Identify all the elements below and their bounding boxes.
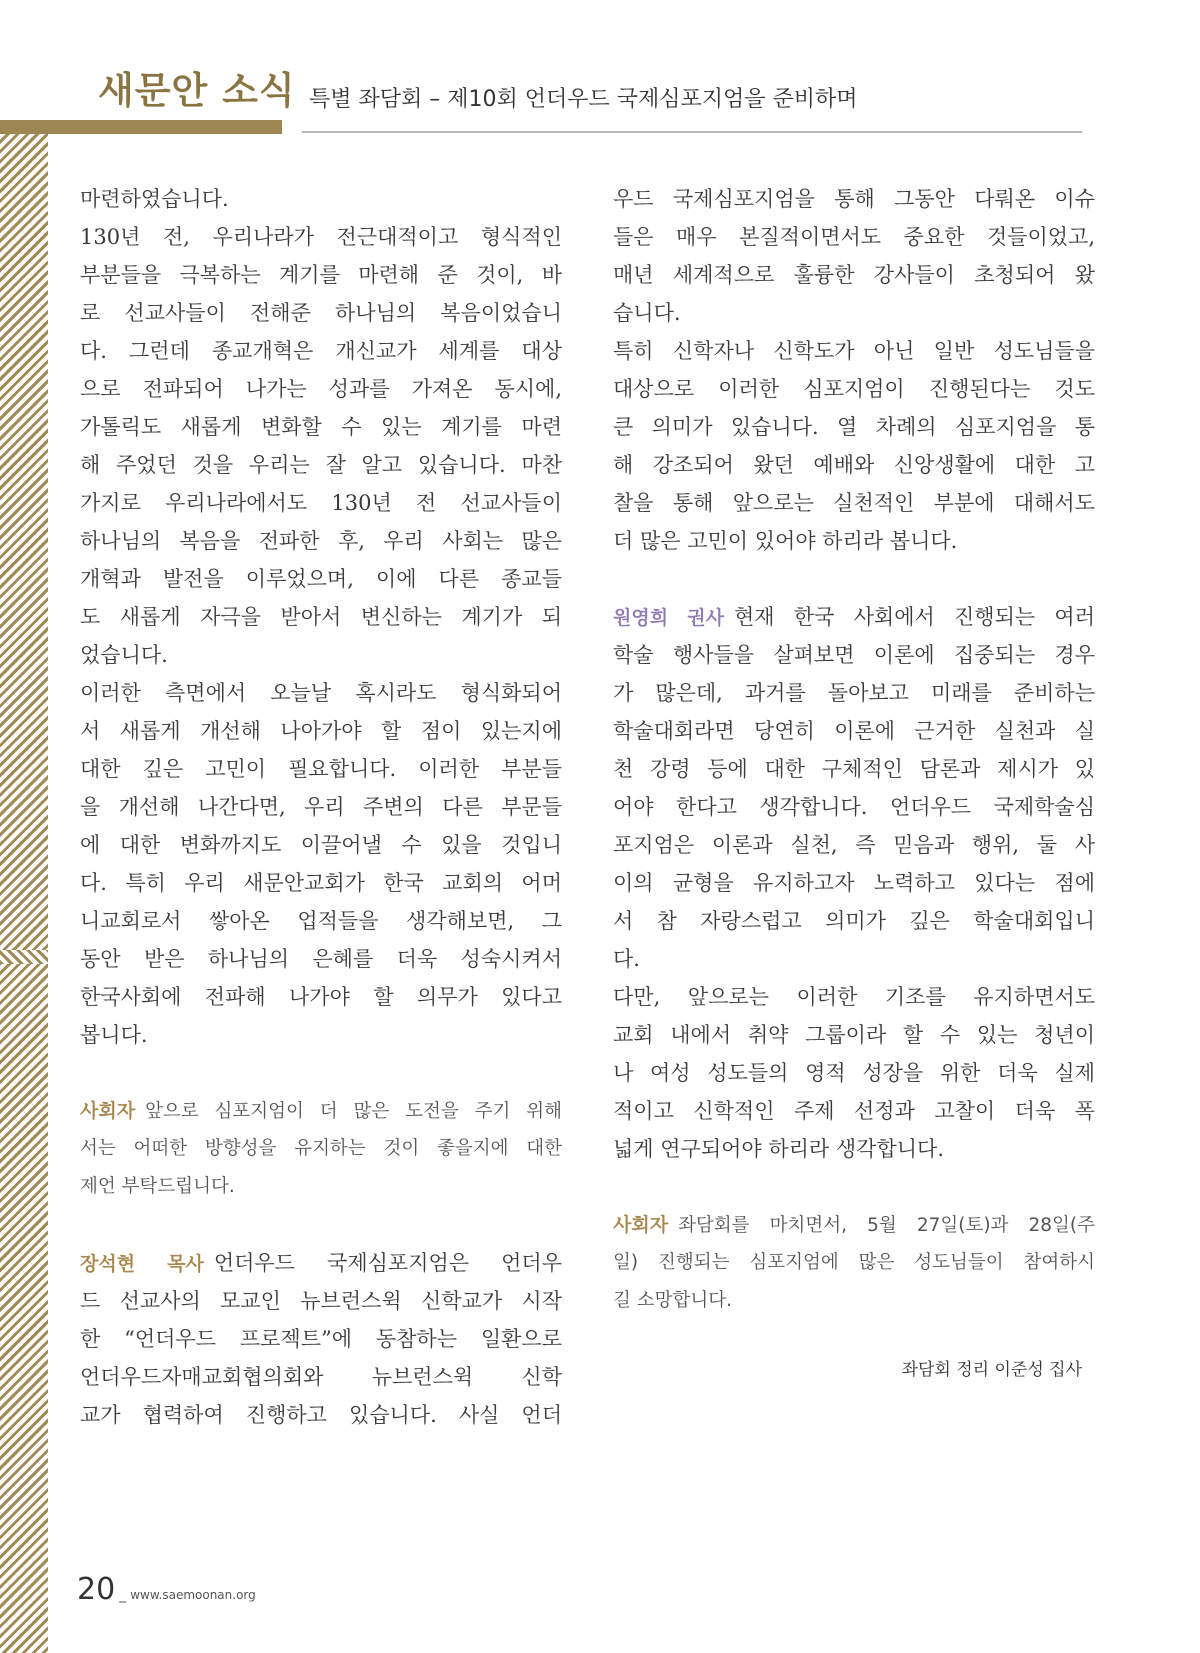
text-line: 우드 국제심포지엄을 통해 그동안 다뤄온 이슈 — [613, 187, 1095, 211]
paragraph-spacer — [613, 1168, 1095, 1206]
text-line: 교가 협력하여 진행하고 있습니다. 사실 언더 — [80, 1403, 562, 1427]
text-line: 다. — [613, 947, 640, 971]
moderator-closing — [613, 1206, 1095, 1320]
text-line: 어야 한다고 생각합니다. 언더우드 국제학술심 — [613, 795, 1095, 819]
text-line: 큰 의미가 있습니다. 열 차례의 심포지엄을 통 — [613, 415, 1095, 439]
text-line: 대상으로 이러한 심포지엄이 진행된다는 것도 — [613, 377, 1095, 401]
site-url: www.saemoonan.org — [130, 1588, 256, 1602]
text-line: 하나님의 복음을 전파한 후, 우리 사회는 많은 — [80, 529, 562, 553]
text-line: 해 강조되어 왔던 예배와 신앙생활에 대한 고 — [613, 453, 1095, 477]
text-line: 130년 전, 우리나라가 전근대적이고 형식적인 — [80, 225, 562, 249]
speaker-text: 앞으로 심포지엄이 더 많은 도전을 주기 위해 — [145, 1101, 562, 1122]
text-line: 들은 매우 본질적이면서도 중요한 것들이었고, — [613, 225, 1095, 249]
speaker-label: 사회자 — [80, 1100, 136, 1122]
paragraph-spacer — [80, 1206, 562, 1244]
header-divider — [302, 131, 1082, 133]
decorative-stripe-border — [0, 120, 48, 1653]
text-line: 제언 부탁드립니다. — [80, 1176, 235, 1197]
text-line: 적이고 신학적인 주제 선정과 고찰이 더욱 폭 — [613, 1099, 1095, 1123]
article-title: 특별 좌담회 – 제10회 언더우드 국제심포지엄을 준비하며 — [309, 87, 858, 112]
decorative-stripe-notch — [0, 950, 48, 964]
speaker-label: 장석현 목사 — [80, 1253, 204, 1275]
text-line — [80, 1092, 562, 1130]
text-line: 드 선교사의 모교인 뉴브런스윅 신학교가 시작 — [80, 1289, 562, 1313]
right-paragraph-1 — [613, 180, 1095, 560]
speaker-label: 사회자 — [613, 1214, 669, 1236]
text-line: 가톨릭도 새롭게 변화할 수 있는 계기를 마련 — [80, 415, 562, 439]
text-line: 매년 세계적으로 훌륭한 강사들이 초청되어 왔 — [613, 263, 1095, 287]
text-line: 가지로 우리나라에서도 130년 전 선교사들이 — [80, 491, 562, 515]
header-accent-bar — [0, 120, 282, 134]
text-line: 동안 받은 하나님의 은혜를 더욱 성숙시켜서 — [80, 947, 562, 971]
text-line: 이의 균형을 유지하고자 노력하고 있다는 점에 — [613, 871, 1095, 895]
text-line: 가 많은데, 과거를 돌아보고 미래를 준비하는 — [613, 681, 1095, 705]
moderator-question-1 — [80, 1092, 562, 1206]
speaker-text: 현재 한국 사회에서 진행되는 여러 — [733, 605, 1095, 629]
text-line: 특히 신학자나 신학도가 아닌 일반 성도님들을 — [613, 339, 1095, 363]
text-line: 찰을 통해 앞으로는 실천적인 부분에 대해서도 — [613, 491, 1095, 515]
text-line: 서 참 자랑스럽고 의미가 깊은 학술대회입니 — [613, 909, 1095, 933]
right-column — [613, 180, 1095, 1320]
text-line: 에 대한 변화까지도 이끌어낼 수 있을 것입니 — [80, 833, 562, 857]
text-line — [613, 598, 1095, 636]
text-line — [613, 1206, 1095, 1244]
text-line: 더 많은 고민이 있어야 하리라 봅니다. — [613, 529, 958, 553]
text-line: 일) 진행되는 심포지엄에 많은 성도님들이 참여하시 — [613, 1252, 1095, 1273]
text-line: 을 개선해 나간다면, 우리 주변의 다른 부문들 — [80, 795, 562, 819]
page-footer — [77, 1572, 256, 1607]
text-line: 천 강령 등에 대한 구체적인 담론과 제시가 있 — [613, 757, 1095, 781]
text-line — [80, 1244, 562, 1282]
speaker-label: 원영희 권사 — [613, 607, 724, 629]
text-line: 교회 내에서 취약 그룹이라 할 수 있는 청년이 — [613, 1023, 1095, 1047]
text-line: 넓게 연구되어야 하리라 생각합니다. — [613, 1137, 944, 1161]
text-line: 니교회로서 쌓아온 업적들을 생각해보면, 그 — [80, 909, 562, 933]
text-line: 포지엄은 이론과 실천, 즉 믿음과 행위, 둘 사 — [613, 833, 1095, 857]
text-line: 해 주었던 것을 우리는 잘 알고 있습니다. 마찬 — [80, 453, 562, 477]
text-line: 학술대회라면 당연히 이론에 근거한 실천과 실 — [613, 719, 1095, 743]
text-line: 도 새롭게 자극을 받아서 변신하는 계기가 되 — [80, 605, 562, 629]
page-number: 20 — [77, 1572, 116, 1607]
text-line: 습니다. — [613, 301, 681, 325]
text-line: 다. 그런데 종교개혁은 개신교가 세계를 대상 — [80, 339, 562, 363]
speaker-text: 언더우드 국제심포지엄은 언더우 — [213, 1251, 562, 1275]
text-line: 부분들을 극복하는 계기를 마련해 준 것이, 바 — [80, 263, 562, 287]
text-line: 언더우드자매교회협의회와 뉴브런스윅 신학 — [80, 1365, 562, 1389]
speaker-answer-2 — [613, 598, 1095, 1168]
text-line: 봅니다. — [80, 1023, 148, 1047]
text-line: 길 소망합니다. — [613, 1290, 732, 1311]
text-line: 나 여성 성도들의 영적 성장을 위한 더욱 실제 — [613, 1061, 1095, 1085]
text-line: 대한 깊은 고민이 필요합니다. 이러한 부분들 — [80, 757, 562, 781]
text-line: 한 “언더우드 프로젝트”에 동참하는 일환으로 — [80, 1327, 562, 1351]
text-line: 었습니다. — [80, 643, 168, 667]
left-column — [80, 180, 562, 1434]
speaker-text: 좌담회를 마치면서, 5월 27일(토)과 28일(주 — [678, 1215, 1095, 1236]
speaker-answer-1 — [80, 1244, 562, 1434]
text-line: 으로 전파되어 나가는 성과를 가져온 동시에, — [80, 377, 562, 401]
text-line: 마련하였습니다. — [80, 187, 229, 211]
paragraph-spacer — [80, 1054, 562, 1092]
text-line: 서 새롭게 개선해 나아가야 할 점이 있는지에 — [80, 719, 562, 743]
section-title: 새문안 소식 — [98, 69, 296, 112]
paragraph-spacer — [613, 560, 1095, 598]
text-line: 다만, 앞으로는 이러한 기조를 유지하면서도 — [613, 985, 1095, 1009]
editor-credit: 좌담회 정리 이준성 집사 — [901, 1360, 1082, 1380]
text-line: 한국사회에 전파해 나가야 할 의무가 있다고 — [80, 985, 562, 1009]
text-line: 학술 행사들을 살펴보면 이론에 집중되는 경우 — [613, 643, 1095, 667]
text-line: 로 선교사들이 전해준 하나님의 복음이었습니 — [80, 301, 562, 325]
text-line: 서는 어떠한 방향성을 유지하는 것이 좋을지에 대한 — [80, 1138, 562, 1159]
footer-separator: _ — [119, 1587, 127, 1603]
text-line: 이러한 측면에서 오늘날 혹시라도 형식화되어 — [80, 681, 562, 705]
left-paragraph-1 — [80, 180, 562, 1054]
text-line: 개혁과 발전을 이루었으며, 이에 다른 종교들 — [80, 567, 562, 591]
text-line: 다. 특히 우리 새문안교회가 한국 교회의 어머 — [80, 871, 562, 895]
